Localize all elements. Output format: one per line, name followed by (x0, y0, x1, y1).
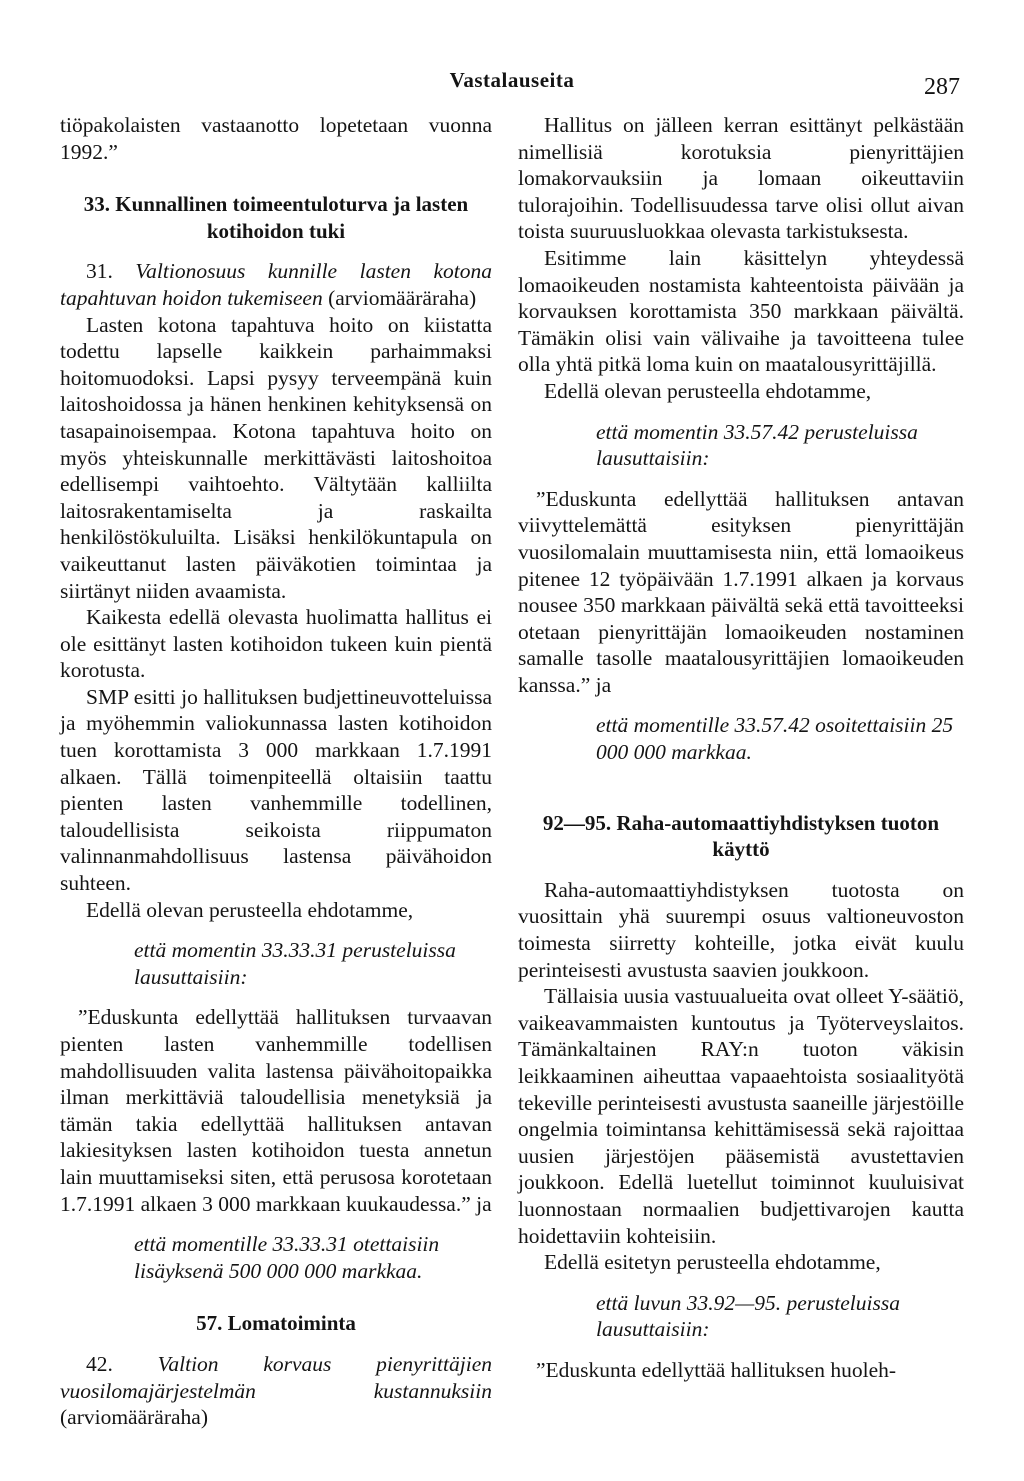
right-paragraph-6: Edellä esitetyn perusteella ehdotamme, (544, 1250, 881, 1275)
item-31-title-italic: Valtionosuus kunnille lasten kotona tapahtuvan hoidon tukemiseen (60, 259, 492, 310)
left-motion-2: että momentille 33.33.31 otettaisiin lisäyksenä 500 000 000 markkaa. (134, 1232, 440, 1283)
right-motion-2: että momentille 33.57.42 osoitettaisiin 25 000 000 markkaa. (596, 713, 954, 765)
right-quote-1: ”Eduskunta edellyttää hallituksen antavan viivyttelemättä esityksen pienyrittäjän vuosilomalain muuttamisesta niin, että lomaoikeus pitenee 12 työpäivään 1.7.1991 alkaen ja korvaus nousee 350 markkaan päivältä sekä että tavoitteeksi otetaan pienyrittäjän lomaoikeuden nostaminen samalle tasolle maatalousyrittäjien lomaoikeuden kanssa.” ja (518, 486, 964, 697)
left-paragraph-4: Edellä olevan perusteella ehdotamme, (86, 897, 414, 922)
item-31-number: 31. (86, 259, 113, 284)
left-paragraph-1: Lasten kotona tapahtuva hoito on kiistatta todettu lapselle kaikkein parhaimmaksi hoitomuodoksi. Lapsi pysyy terveempänä kuin laitoshoidossa ja hänen henkinen kehityksensä on tasapainoisempaa. Kotona tapahtuva hoito on myös yhteiskunnalle merkittävästi laitoshoitoa edellisempi vaihtoehto. Vältytään kalliilta laitosrakentamiselta ja raskailta henkilöstökuluilta. Lisäksi henkilökuntapula on vaikeuttanut lasten päiväkotien toimintaa ja siirtänyt niiden avaamista. (60, 312, 492, 603)
left-paragraph-2: Kaikesta edellä olevasta huolimatta hallitus ei ole esittänyt lasten kotihoidon tukeen kuin pientä korotusta. (60, 605, 492, 683)
item-42-suffix: (arviomääräraha) (60, 1405, 209, 1430)
left-quote-1: ”Eduskunta edellyttää hallituksen turvaavan pienten lasten vanhemmille todellisen mahdollisuuden valita lastensa päivähoitopaikka ilman merkittäviä taloudellisia menetyksiä ja tämän takia edellyttää hallituksen antavan lakiesityksen lasten kotihoidon tuesta annetun lain muuttamiseksi siten, että perusosa korotetaan 1.7.1991 alkaen 3 000 markkaan kuukaudessa.” ja (60, 1005, 492, 1216)
left-column (60, 112, 492, 1431)
item-31-title (60, 258, 492, 311)
left-motion-1: että momentin 33.33.31 perusteluissa lausuttaisiin: (134, 938, 456, 989)
right-paragraph-4: Raha-automaattiyhdistyksen tuotosta on vuosittain yhä suurempi osuus valtioneuvoston toimesta siirretty kohteille, jotka eivät kuulu perinteisesti avustusta saavien joukkoon. (518, 877, 964, 982)
right-paragraph-2: Esitimme lain käsittelyn yhteydessä lomaoikeuden nostamista kahteentoista päivään ja korvauksen korottamista 350 markkaan päivältä. Tämäkin olisi vain välivaihe ja tavoitteena tulee olla yhtä pitkä loma kuin on maatalousyrittäjillä. (518, 245, 964, 377)
section-heading-57: 57. Lomatoiminta (196, 1311, 356, 1336)
right-paragraph-1: Hallitus on jälleen kerran esittänyt pelkästään nimellisiä korotuksia pienyrittäjien lomakorvauksiin ja lomaan oikeuttaviin tulorajoihin. Todellisuudessa tarve olisi ollut aivan toista suuruusluokkaa olevasta tarkistuksesta. (518, 113, 964, 244)
right-paragraph-5: Tällaisia uusia vastuualueita ovat olleet Y-säätiö, vaikeavammaisten kuntoutus ja Työterveyslaitos. Tämänkaltainen RAY:n tuoton väkisin leikkaaminen aiheuttaa vapaaehtoista sosiaalityötä tekeville perinteisesti avustusta saaneille järjestöille ongelmia toimintansa kehittämisessä sekä rajoittaa uusien järjestöjen pääsemistä avustettavien joukkoon. Edellä luetellut toiminnot kuuluisivat luonnostaan normaalien budjettivarojen kautta hoidettaviin kohteisiin. (518, 984, 964, 1248)
section-heading-33: 33. Kunnallinen toimeentuloturva ja lasten kotihoidon tuki (83, 192, 469, 243)
section-heading-92-95: 92—95. Raha-automaattiyhdistyksen tuoton käyttö (542, 810, 940, 862)
left-paragraph-3: SMP esitti jo hallituksen budjettineuvotteluissa ja myöhemmin valiokunnassa lasten kotihoidon tuen korottamista 3 000 markkaan 1.7.1991 alkaen. Tällä toimenpiteellä oltaisiin taattu pienten lasten vanhemmille todellinen, taloudellisista seikoista riippumaton valinnanmahdollisuus lastensa päivähoidon suhteen. (60, 684, 492, 896)
right-paragraph-3: Edellä olevan perusteella ehdotamme, (544, 378, 872, 403)
item-31-suffix: (arviomääräraha) (328, 285, 477, 310)
right-column (518, 112, 964, 1384)
right-quote-2: ”Eduskunta edellyttää hallituksen huoleh- (536, 1357, 897, 1382)
right-motion-3: että luvun 33.92—95. perusteluissa lausuttaisiin: (596, 1290, 900, 1342)
item-42-title (60, 1351, 492, 1431)
right-motion-1: että momentin 33.57.42 perusteluissa lausuttaisiin: (596, 419, 918, 471)
left-intro-paragraph: tiöpakolaisten vastaanotto lopetetaan vuonna 1992.” (60, 113, 492, 164)
page-number: 287 (924, 74, 960, 100)
item-42-title-italic: Valtion korvaus pienyrittäjien vuosilomajärjestelmän kustannuksiin (60, 1351, 492, 1403)
item-42-number: 42. (86, 1351, 113, 1376)
running-header: Vastalauseita (449, 68, 575, 92)
